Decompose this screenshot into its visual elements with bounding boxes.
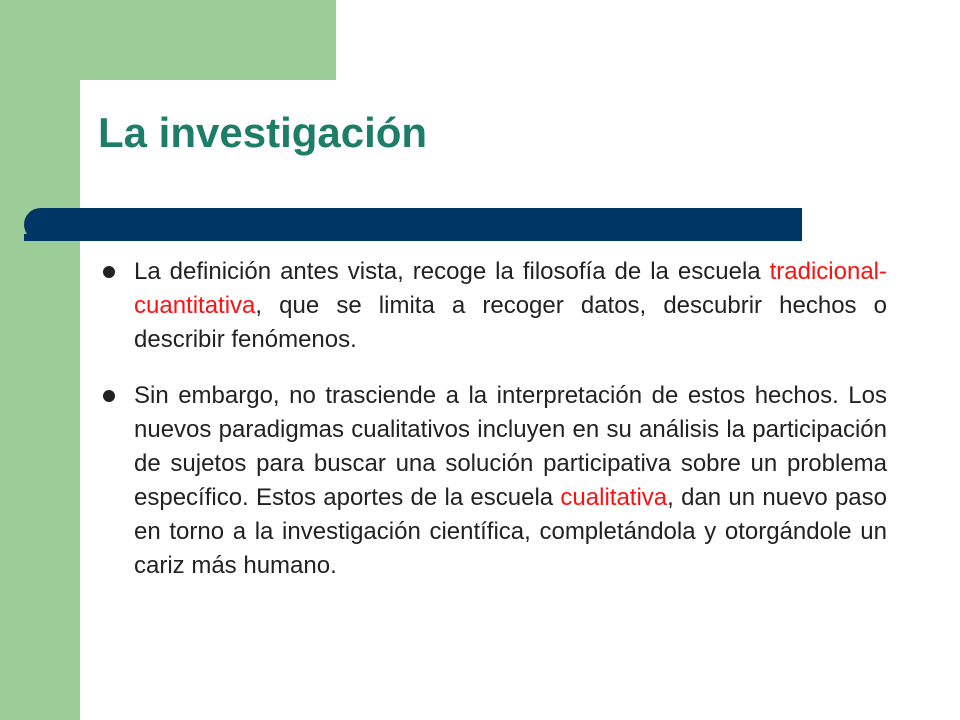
bullet-list xyxy=(100,255,887,583)
bullet-1-text-before: La definición antes vista, recoge la filosofía de la escuela xyxy=(134,258,770,285)
green-side-band xyxy=(0,0,80,720)
bullet-dot-icon xyxy=(103,266,115,278)
bullet-2-text-before: Sin embargo, no trasciende a la interpretación de estos hechos. Los nuevos paradigmas cualitativos incluyen en su análisis la participación de sujetos para buscar una solución participativa sobre un problema específico. Estos aportes de la escuela xyxy=(134,382,887,511)
bullet-dot-icon xyxy=(103,390,115,402)
bullet-item-2 xyxy=(100,379,887,583)
title-underline-bar xyxy=(24,208,802,241)
title-bar-notch xyxy=(24,234,64,241)
slide-content xyxy=(100,255,887,605)
green-top-band xyxy=(80,0,336,80)
bullet-1-highlight: tradicional-cuantitativa xyxy=(134,258,887,319)
bullet-2-highlight: cualitativa xyxy=(560,484,668,511)
bullet-item-1 xyxy=(100,255,887,357)
bullet-1-text-after: , que se limita a recoger datos, descubrir hechos o describir fenómenos. xyxy=(134,292,887,353)
slide-title: La investigación xyxy=(98,109,428,156)
bullet-2-text-after: , dan un nuevo paso en torno a la investigación científica, completándola y otorgándole un cariz más humano. xyxy=(134,484,888,579)
